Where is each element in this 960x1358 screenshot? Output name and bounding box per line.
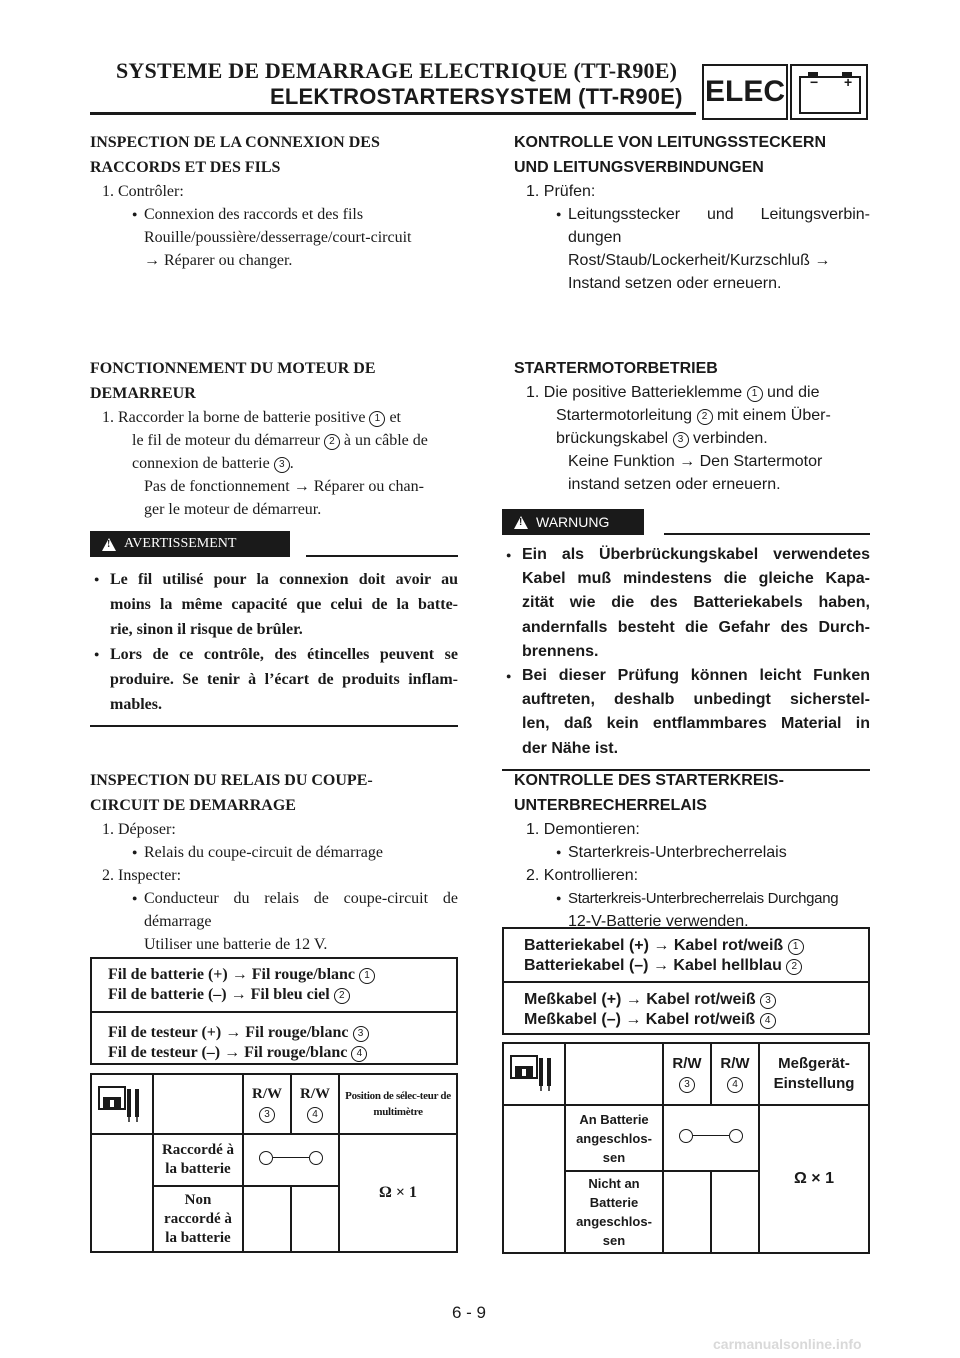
fr-s1-bullet: ● Connexion des raccords et des fils xyxy=(90,203,458,226)
fr-section-starter xyxy=(90,356,458,521)
watermark[interactable]: carmanualsonline.info xyxy=(713,1336,862,1352)
header-rule xyxy=(90,112,696,115)
de-warning-b1-l2: Kabel muß mindestens die gleiche Kapa- xyxy=(522,570,870,588)
fr-s2-step-line3 xyxy=(90,452,458,475)
de-warning-b2-l2: auftreten, deshalb unbedingt sicherstel- xyxy=(522,691,870,709)
de-warning-b1-l1: ● Ein als Überbrückungskabel verwendetes xyxy=(522,546,870,563)
fr-s3-bullet2a: ● Conducteur du relais de coupe-circuit de xyxy=(90,887,458,910)
de-warning-b1-l4: andernfalls besteht die Gefahr des Durch- xyxy=(522,618,870,636)
de-row-connected-continuity xyxy=(663,1105,759,1171)
battery-icon xyxy=(790,64,868,120)
multimeter-icon xyxy=(509,1052,559,1092)
ref-2-badge: 2 xyxy=(334,988,350,1004)
continuity-symbol xyxy=(679,1129,743,1143)
fr-warning-label xyxy=(90,531,290,557)
de-col-setting: Meßgerät-Einstellung xyxy=(759,1043,869,1105)
fr-col1-label: R/W xyxy=(252,1086,282,1102)
fr-continuity-table xyxy=(90,1073,458,1253)
ref-1-badge: 1 xyxy=(747,386,763,402)
de-lead-line-1 xyxy=(524,936,868,956)
de-s1-bullet-1: ● Leitungsstecker und Leitungsverbin- xyxy=(514,203,870,226)
de-table-left-blank xyxy=(503,1105,565,1253)
de-s3-step1: 1. Demontieren: xyxy=(526,821,640,838)
battery-plus: + xyxy=(844,74,853,90)
de-lead-row-meter xyxy=(504,981,868,1037)
de-lead-l1-text: Batteriekabel (+) → Kabel rot/weiß xyxy=(524,937,784,954)
fr-lead-l3-text: Fil de testeur (+) → Fil rouge/blanc xyxy=(108,1024,349,1041)
de-s2-step-d: mit einem Über- xyxy=(716,407,831,424)
fr-s2-result1: Pas de fonctionnement → Réparer ou chan- xyxy=(144,478,424,495)
ref-3-badge: 3 xyxy=(353,1026,369,1042)
fr-lead-line-2 xyxy=(108,985,456,1005)
ref-2-badge: 2 xyxy=(786,959,802,975)
de-warning-b2-l1: ● Bei dieser Prüfung können leicht Funken xyxy=(522,667,870,685)
de-warning-body xyxy=(502,543,870,761)
de-lead-line-4 xyxy=(524,1010,868,1030)
fr-s3-step1: 1. Déposer: xyxy=(102,821,176,838)
fr-warning-b1-l3: rie, sinon il risque de brûler. xyxy=(110,621,303,638)
fr-s2-step-line1 xyxy=(90,406,458,429)
de-lead-line-2 xyxy=(524,956,868,976)
de-section-starter xyxy=(514,356,870,496)
fr-lead-box xyxy=(90,957,458,1065)
fr-lead-l2-text: Fil de batterie (–) → Fil bleu ciel xyxy=(108,986,330,1003)
de-warning-bullet-2 xyxy=(502,664,870,761)
de-s2-step-f: verbinden. xyxy=(692,430,768,447)
de-lead-box xyxy=(502,927,870,1035)
fr-col2-label: R/W xyxy=(300,1086,330,1102)
de-col-rw-3 xyxy=(663,1043,711,1105)
de-s1-title-2: UND LEITUNGSVERBINDUNGEN xyxy=(514,159,764,176)
de-warning-label-text: WARNUNG xyxy=(536,514,610,530)
de-s2-result1: Keine Funktion → Den Startermotor xyxy=(568,453,823,470)
de-setting-value: Ω × 1 xyxy=(759,1105,869,1253)
fr-warning-b1-l2: moins la même capacité que celui de la batte- xyxy=(110,596,458,613)
continuity-symbol xyxy=(259,1151,323,1165)
fr-s3-step2: 2. Inspecter: xyxy=(102,867,182,884)
fr-s3-title-2: CIRCUIT DE DEMARRAGE xyxy=(90,797,296,814)
fr-s3-title-1: INSPECTION DU RELAIS DU COUPE- xyxy=(90,772,373,789)
fr-s2-step-a: 1. Raccorder la borne de batterie positive xyxy=(102,409,366,426)
fr-s1-title-2: RACCORDS ET DES FILS xyxy=(90,159,281,176)
de-col2-label: R/W xyxy=(720,1055,750,1072)
fr-s2-step-e: connexion de batterie xyxy=(132,455,270,472)
ref-2-badge: 2 xyxy=(324,434,340,450)
header-title-de: ELEKTROSTARTERSYSTEM (TT-R90E) xyxy=(270,84,683,109)
fr-warning xyxy=(90,531,458,727)
ref-4-badge: 4 xyxy=(760,1013,776,1029)
de-col-rw-4 xyxy=(711,1043,759,1105)
fr-row-not-connected-c4 xyxy=(291,1186,339,1252)
de-s2-step-line2 xyxy=(514,404,870,427)
ref-3-badge: 3 xyxy=(274,457,290,473)
fr-s2-step-d: à un câble de xyxy=(343,432,428,449)
fr-s1-step: 1. Contrôler: xyxy=(102,183,184,200)
ref-4-badge: 4 xyxy=(727,1077,743,1093)
page-number: 6 - 9 xyxy=(452,1303,487,1322)
de-row-not-connected-c3 xyxy=(663,1171,711,1253)
de-s3-title-1: KONTROLLE DES STARTERKREIS- xyxy=(514,772,784,789)
ref-3-badge: 3 xyxy=(760,993,776,1009)
fr-row-not-connected: Non raccordé à la batterie xyxy=(153,1186,243,1252)
fr-col-rw-4 xyxy=(291,1074,339,1134)
fr-setting-value: Ω × 1 xyxy=(339,1134,457,1252)
elec-badge xyxy=(702,64,788,120)
multimeter-icon-cell xyxy=(503,1043,565,1105)
de-col1-label: R/W xyxy=(672,1055,702,1072)
de-s3-title-2: UNTERBRECHERRELAIS xyxy=(514,797,707,814)
de-s2-title: STARTERMOTORBETRIEB xyxy=(514,360,718,377)
de-s2-step-line1 xyxy=(514,381,870,404)
ref-4-badge: 4 xyxy=(351,1046,367,1062)
de-s1-line3: Instand setzen oder erneuern. xyxy=(568,275,782,292)
de-s1-step: 1. Prüfen: xyxy=(526,183,596,200)
de-lead-l2-text: Batteriekabel (–) → Kabel hellblau xyxy=(524,957,782,974)
fr-s2-step-line2 xyxy=(90,429,458,452)
fr-table-left-blank xyxy=(91,1134,153,1252)
multimeter-icon-cell xyxy=(91,1074,153,1134)
fr-warning-label-text: AVERTISSEMENT xyxy=(124,536,237,551)
fr-s2-step-c: le fil de moteur du démarreur xyxy=(132,432,320,449)
fr-s2-title-2: DEMARREUR xyxy=(90,385,196,402)
de-warning-bullet-1 xyxy=(502,543,870,664)
fr-warning-top-rule xyxy=(306,555,458,557)
de-s2-step-a: 1. Die positive Batterieklemme xyxy=(526,384,743,401)
de-warning-b2-l3: len, daß kein entflammbares Material in xyxy=(522,715,870,733)
de-lead-row-battery xyxy=(504,929,868,981)
fr-lead-l4-text: Fil de testeur (–) → Fil rouge/blanc xyxy=(108,1044,348,1061)
fr-lead-line-4 xyxy=(108,1043,456,1063)
fr-s3-bullet1: ● Relais du coupe-circuit de démarrage xyxy=(90,841,458,864)
multimeter-icon xyxy=(97,1083,147,1123)
de-section-connectors xyxy=(514,130,870,295)
ref-1-badge: 1 xyxy=(369,411,385,427)
fr-s2-result2: ger le moteur de démarreur. xyxy=(144,501,322,518)
fr-s2-title-1: FONCTIONNEMENT DU MOTEUR DE xyxy=(90,360,376,377)
fr-section-relay xyxy=(90,768,458,956)
fr-s3-note: Utiliser une batterie de 12 V. xyxy=(144,936,328,953)
fr-s3-bullet2b: démarrage xyxy=(144,913,212,930)
de-s2-result2: instand setzen oder erneuern. xyxy=(568,476,781,493)
fr-lead-row-tester xyxy=(92,1011,456,1070)
battery-minus: − xyxy=(810,74,819,90)
fr-lead-row-battery xyxy=(92,959,456,1003)
fr-col-rw-3 xyxy=(243,1074,291,1134)
de-lead-line-3 xyxy=(524,990,868,1010)
de-s3-note: 12-V-Batterie verwenden. xyxy=(568,913,749,930)
elec-badge-label: ELEC xyxy=(704,75,785,108)
battery-icon-graphic xyxy=(792,66,866,118)
ref-1-badge: 1 xyxy=(788,939,804,955)
fr-s1-title-1: INSPECTION DE LA CONNEXION DES xyxy=(90,134,380,151)
fr-table-header-blank xyxy=(153,1074,243,1134)
de-s3-bullet1: ● Starterkreis-Unterbrecherrelais xyxy=(514,841,870,864)
fr-warning-b1-l1: ● Le fil utilisé pour la connexion doit avoir au xyxy=(110,571,458,588)
de-lead-l4-text: Meßkabel (–) → Kabel rot/weiß xyxy=(524,1011,756,1028)
de-table-header-blank xyxy=(565,1043,663,1105)
de-s2-step-c: Startermotorleitung xyxy=(556,407,693,424)
warning-icon: ! xyxy=(514,516,528,529)
de-s1-line2: Rost/Staub/Lockerheit/Kurzschluß → xyxy=(568,252,831,269)
de-s2-step-line3 xyxy=(514,427,870,450)
fr-warning-b2-l2: produire. Se tenir à l’écart de produits inflam- xyxy=(110,671,458,688)
fr-s1-line3: → Réparer ou changer. xyxy=(144,252,293,269)
fr-warning-bullet-2 xyxy=(90,642,458,717)
de-warning-top-rule xyxy=(664,533,870,535)
ref-3-badge: 3 xyxy=(679,1077,695,1093)
ref-3-badge: 3 xyxy=(673,432,689,448)
ref-2-badge: 2 xyxy=(697,409,713,425)
fr-lead-line-1 xyxy=(108,965,456,985)
fr-section-connectors xyxy=(90,130,458,272)
fr-row-connected-continuity xyxy=(243,1134,339,1186)
header-title-fr: SYSTEME DE DEMARRAGE ELECTRIQUE (TT-R90E) xyxy=(116,58,678,83)
de-row-not-connected-c4 xyxy=(711,1171,759,1253)
ref-3-badge: 3 xyxy=(259,1107,275,1123)
de-s1-bullet-2: dungen xyxy=(568,229,622,246)
de-s3-bullet2: ● Starterkreis-Unterbrecherrelais Durchgang xyxy=(514,887,870,910)
de-warning-b2-l4: der Nähe ist. xyxy=(522,739,619,757)
fr-row-not-connected-c3 xyxy=(243,1186,291,1252)
de-lead-l3-text: Meßkabel (+) → Kabel rot/weiß xyxy=(524,991,756,1008)
de-row-connected: An Batterie angeschlos-sen xyxy=(565,1105,663,1171)
fr-warning-b2-l3: mables. xyxy=(110,696,162,713)
ref-4-badge: 4 xyxy=(307,1107,323,1123)
fr-lead-l1-text: Fil de batterie (+) → Fil rouge/blanc xyxy=(108,966,356,983)
de-row-not-connected: Nicht an Batterie angeschlos-sen xyxy=(565,1171,663,1253)
fr-s2-step-f: . xyxy=(289,455,294,472)
fr-warning-body xyxy=(90,567,458,717)
de-s1-title-1: KONTROLLE VON LEITUNGSSTECKERN xyxy=(514,134,827,151)
ref-1-badge: 1 xyxy=(359,968,375,984)
de-warning-b1-l5: brennens. xyxy=(522,642,599,660)
warning-icon: ! xyxy=(102,538,116,551)
de-section-relay xyxy=(514,768,870,933)
fr-s1-line2: Rouille/poussière/desserrage/court-circuit xyxy=(144,229,412,246)
fr-warning-bullet-1 xyxy=(90,567,458,642)
de-warning-b1-l3: zität wie die des Batteriekabels haben, xyxy=(522,594,870,612)
de-s2-step-b: und die xyxy=(767,384,820,401)
fr-warning-b2-l1: ● Lors de ce contrôle, des étincelles peuvent se xyxy=(110,646,458,663)
de-warning-label xyxy=(502,509,644,535)
de-s2-step-e: brückungskabel xyxy=(556,430,669,447)
fr-s2-step-b: et xyxy=(389,409,401,426)
fr-lead-line-3 xyxy=(108,1023,456,1043)
fr-warning-bottom-rule xyxy=(90,725,458,727)
de-warning xyxy=(502,509,870,771)
de-continuity-table xyxy=(502,1042,870,1254)
de-s3-step2: 2. Kontrollieren: xyxy=(526,867,639,884)
fr-row-connected: Raccordé à la batterie xyxy=(153,1134,243,1186)
fr-col-setting: Position de sélec-teur de multimètre xyxy=(339,1074,457,1134)
